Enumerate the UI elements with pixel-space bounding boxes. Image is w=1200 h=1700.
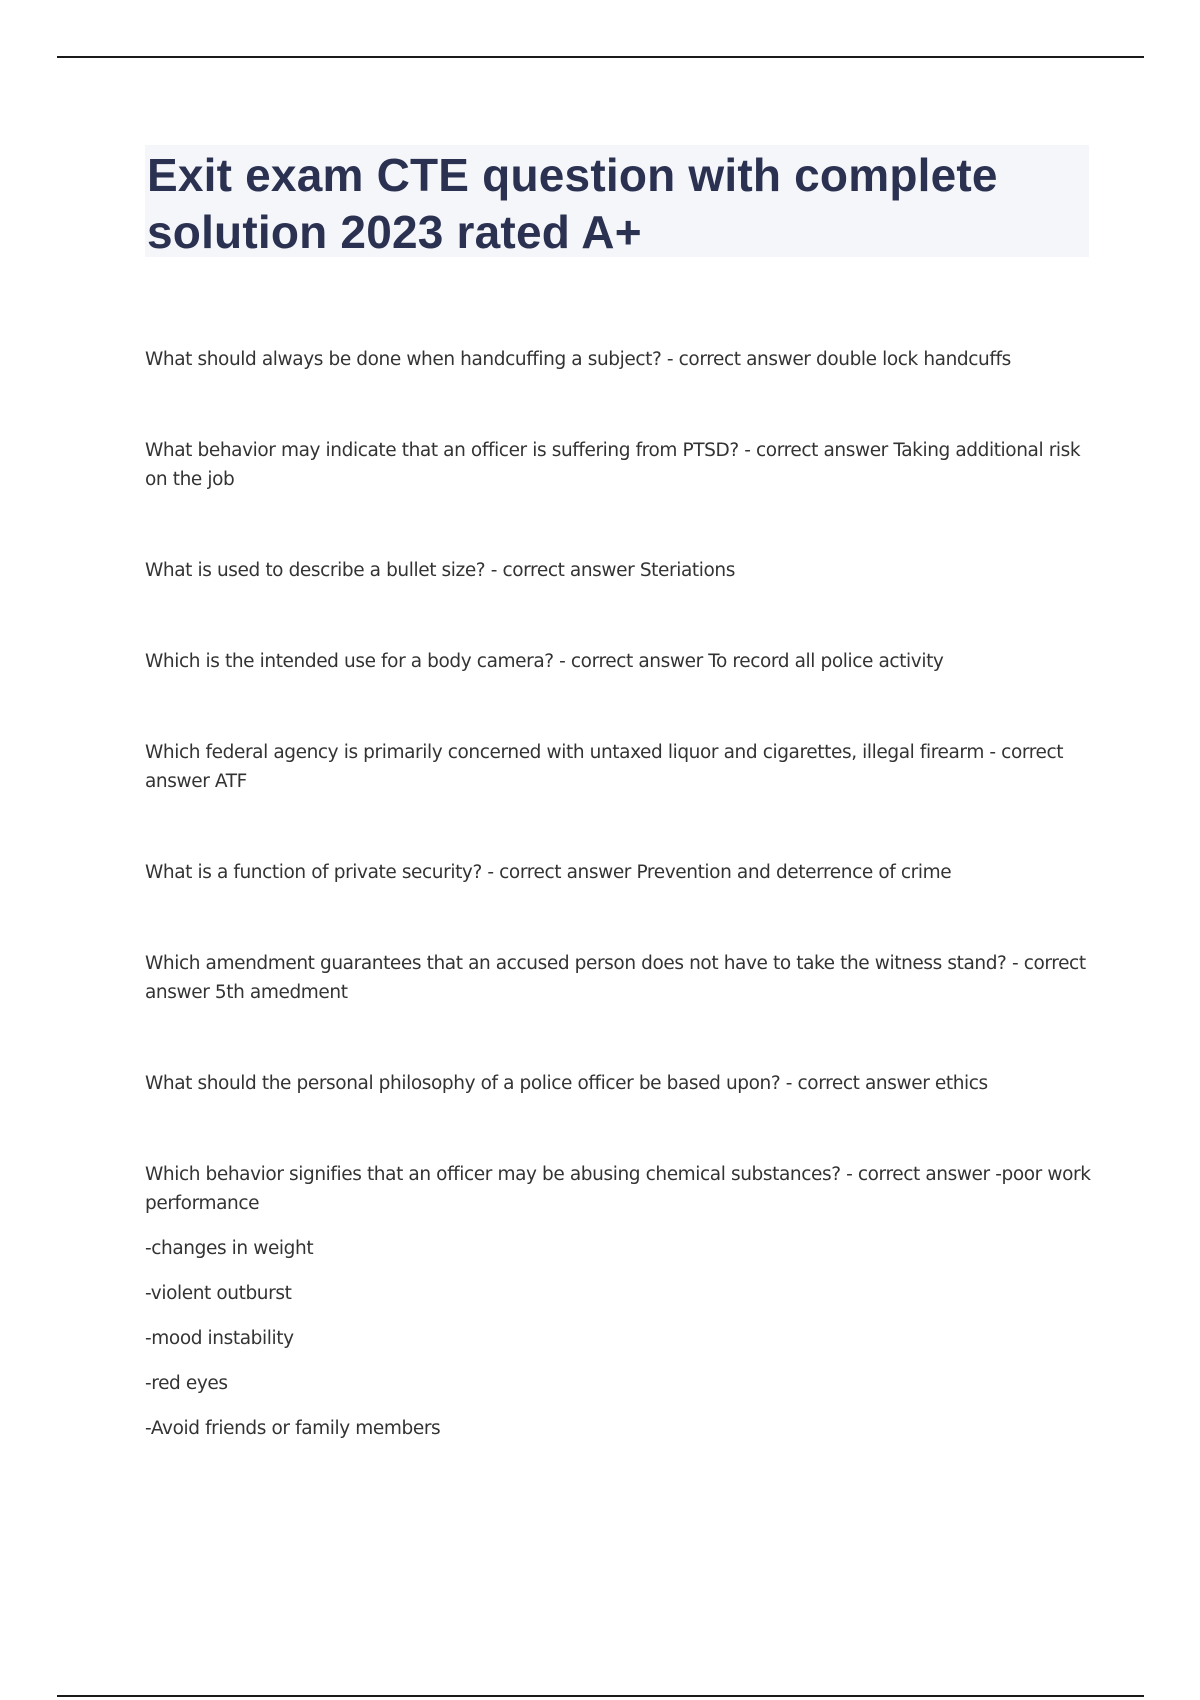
- qa-entry-4: Which is the intended use for a body camera? - correct answer To record all police activity: [145, 651, 944, 672]
- qa-entry-5: Which federal agency is primarily concerned with untaxed liquor and cigarettes, illegal firearm - correct answer ATF: [145, 742, 1064, 792]
- qa-entry-9: Which behavior signifies that an officer may be abusing chemical substances? - correct answer -poor work performance: [145, 1164, 1091, 1214]
- answer-sub-item: -Avoid friends or family members: [145, 1418, 441, 1439]
- qa-entry-7: Which amendment guarantees that an accused person does not have to take the witness stand? - correct answer 5th amedment: [145, 953, 1086, 1003]
- answer-sub-item: -red eyes: [145, 1373, 228, 1394]
- qa-entry-3: What is used to describe a bullet size? - correct answer Steriations: [145, 560, 735, 581]
- qa-entry-2: What behavior may indicate that an officer is suffering from PTSD? - correct answer Taking additional risk on the job: [145, 440, 1081, 490]
- answer-sub-item: -violent outburst: [145, 1283, 292, 1304]
- answer-sub-item: -mood instability: [145, 1328, 294, 1349]
- bottom-rule: [57, 1695, 1144, 1697]
- qa-entry-1: What should always be done when handcuffing a subject? - correct answer double lock handcuffs: [145, 349, 1011, 370]
- qa-entry-8: What should the personal philosophy of a police officer be based upon? - correct answer ethics: [145, 1073, 988, 1094]
- qa-entry-6: What is a function of private security? - correct answer Prevention and deterrence of crime: [145, 862, 952, 883]
- document-title: Exit exam CTE question with complete solution 2023 rated A+: [147, 149, 998, 258]
- answer-sub-item: -changes in weight: [145, 1238, 314, 1259]
- title-banner: [145, 145, 1089, 257]
- top-rule: [57, 56, 1144, 58]
- qa-list: [145, 345, 1093, 1459]
